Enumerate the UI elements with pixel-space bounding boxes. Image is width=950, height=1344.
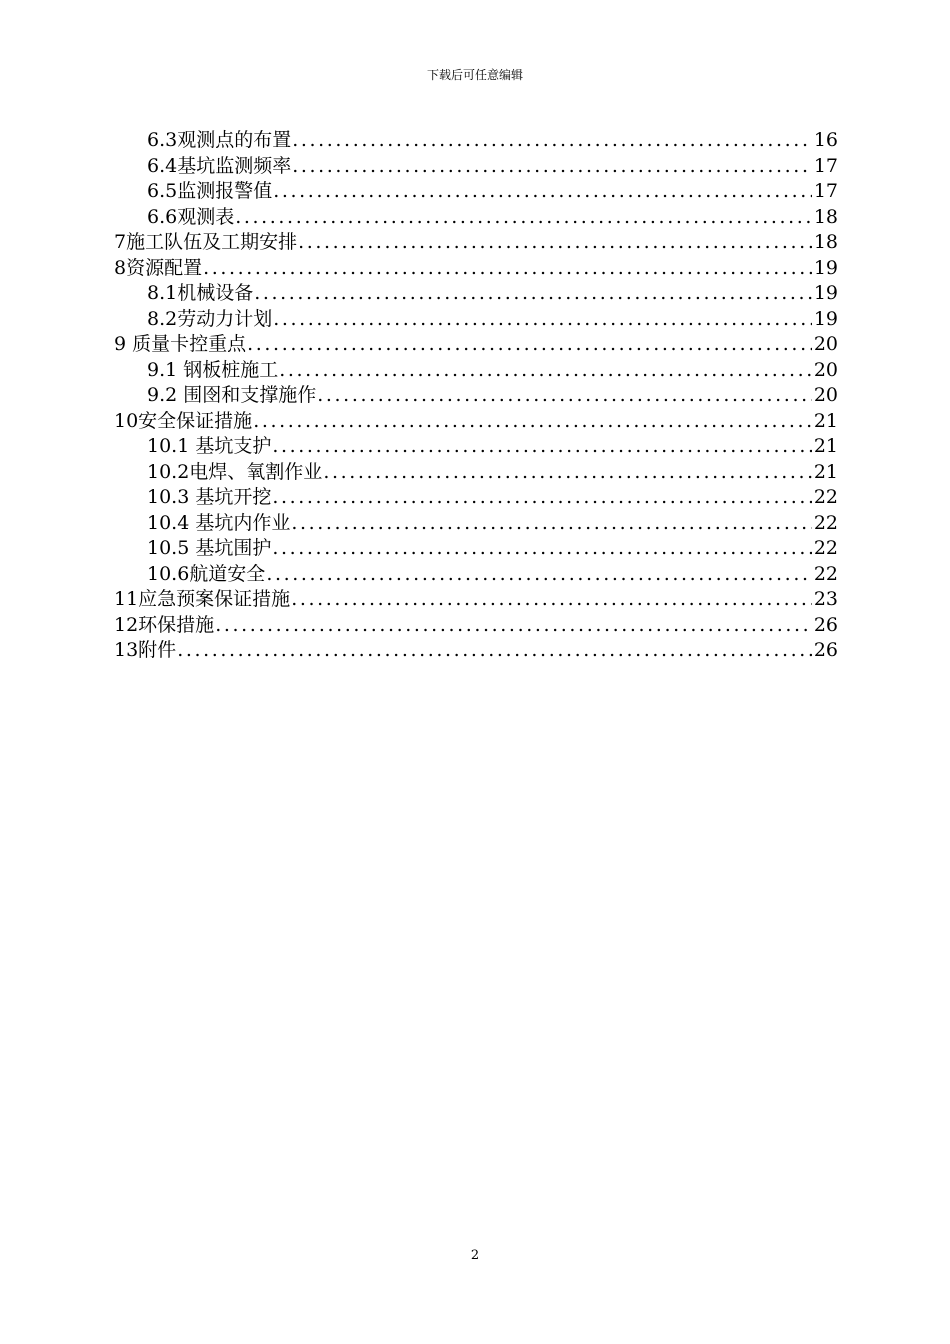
toc-entry[interactable]: [114, 256, 838, 282]
toc-entry[interactable]: [114, 562, 838, 588]
toc-entry[interactable]: [114, 179, 838, 205]
toc-entry[interactable]: [114, 511, 838, 537]
toc-leader-dots: [272, 536, 811, 562]
toc-entry[interactable]: [114, 460, 838, 486]
table-of-contents: [114, 128, 838, 664]
toc-entry-page: 20: [813, 384, 838, 406]
toc-leader-dots: [292, 154, 812, 180]
toc-entry-label: 13附件: [114, 639, 177, 661]
toc-leader-dots: [203, 256, 812, 282]
toc-entry-label: 11应急预案保证措施: [114, 588, 291, 610]
toc-entry-label: 10.6航道安全: [147, 562, 266, 585]
toc-entry-page: 22: [813, 511, 838, 534]
toc-entry[interactable]: [114, 128, 838, 154]
toc-entry[interactable]: [114, 205, 838, 231]
toc-entry[interactable]: [114, 485, 838, 511]
toc-entry-page: 21: [813, 435, 838, 457]
toc-entry[interactable]: [114, 358, 838, 384]
toc-entry[interactable]: [114, 383, 838, 409]
toc-entry-page: 26: [813, 613, 838, 636]
toc-entry-page: 19: [813, 256, 838, 279]
toc-entry-page: 19: [813, 282, 838, 304]
toc-entry[interactable]: [114, 613, 838, 639]
toc-leader-dots: [235, 205, 812, 231]
toc-entry-label: 10.5 基坑围护: [147, 537, 272, 559]
toc-entry-label: 6.3观测点的布置: [147, 129, 292, 151]
toc-entry-label: 9.1 钢板桩施工: [147, 358, 279, 381]
toc-entry-page: 21: [813, 460, 838, 483]
toc-entry-label: 9.2 围囹和支撑施作: [147, 384, 317, 406]
toc-leader-dots: [272, 485, 811, 511]
toc-leader-dots: [292, 128, 812, 154]
toc-entry[interactable]: [114, 409, 838, 435]
toc-entry-label: 8资源配置: [114, 256, 203, 279]
toc-entry[interactable]: [114, 154, 838, 180]
toc-entry-label: 6.5监测报警值: [147, 180, 273, 202]
toc-leader-dots: [298, 230, 812, 256]
toc-entry-label: 12环保措施: [114, 613, 215, 636]
toc-entry-label: 8.1机械设备: [147, 282, 254, 304]
toc-entry-label: 7施工队伍及工期安排: [114, 231, 298, 253]
toc-entry-page: 21: [813, 409, 838, 432]
toc-entry-label: 6.6观测表: [147, 205, 235, 228]
toc-leader-dots: [254, 281, 812, 307]
toc-entry-label: 10.3 基坑开挖: [147, 486, 272, 508]
toc-entry[interactable]: [114, 434, 838, 460]
toc-entry[interactable]: [114, 281, 838, 307]
toc-entry-page: 17: [813, 154, 838, 177]
toc-leader-dots: [273, 179, 812, 205]
toc-leader-dots: [323, 460, 812, 486]
toc-entry-label: 10.2电焊、氧割作业: [147, 460, 323, 483]
toc-entry[interactable]: [114, 638, 838, 664]
toc-leader-dots: [291, 587, 812, 613]
toc-entry-label: 10.4 基坑内作业: [147, 511, 291, 534]
toc-entry-page: 16: [813, 129, 838, 151]
toc-leader-dots: [266, 562, 812, 588]
toc-entry-label: 10安全保证措施: [114, 409, 253, 432]
toc-entry-label: 8.2劳动力计划: [147, 307, 273, 330]
toc-entry-page: 18: [813, 231, 838, 253]
toc-leader-dots: [273, 307, 812, 333]
toc-entry-page: 17: [813, 180, 838, 202]
toc-entry-page: 22: [813, 537, 838, 559]
toc-entry-page: 26: [813, 639, 838, 661]
toc-entry-label: 10.1 基坑支护: [147, 435, 272, 457]
toc-leader-dots: [279, 358, 812, 384]
toc-entry-page: 18: [813, 205, 838, 228]
toc-entry-page: 22: [813, 486, 838, 508]
toc-entry[interactable]: [114, 587, 838, 613]
toc-entry[interactable]: [114, 307, 838, 333]
toc-leader-dots: [272, 434, 811, 460]
toc-leader-dots: [317, 383, 812, 409]
toc-leader-dots: [291, 511, 811, 537]
toc-entry-label: 9 质量卡控重点: [114, 333, 247, 355]
toc-entry-page: 23: [813, 588, 838, 610]
toc-leader-dots: [177, 638, 812, 664]
toc-entry[interactable]: [114, 332, 838, 358]
toc-entry-page: 20: [813, 358, 838, 381]
toc-leader-dots: [247, 332, 812, 358]
page-header: 下载后可任意编辑: [426, 68, 523, 82]
toc-entry[interactable]: [114, 536, 838, 562]
toc-entry-page: 22: [813, 562, 838, 585]
toc-entry-label: 6.4基坑监测频率: [147, 154, 292, 177]
page-number: 2: [470, 1248, 480, 1263]
toc-leader-dots: [215, 613, 812, 639]
toc-entry[interactable]: [114, 230, 838, 256]
toc-entry-page: 19: [813, 307, 838, 330]
toc-leader-dots: [253, 409, 812, 435]
toc-entry-page: 20: [813, 333, 838, 355]
